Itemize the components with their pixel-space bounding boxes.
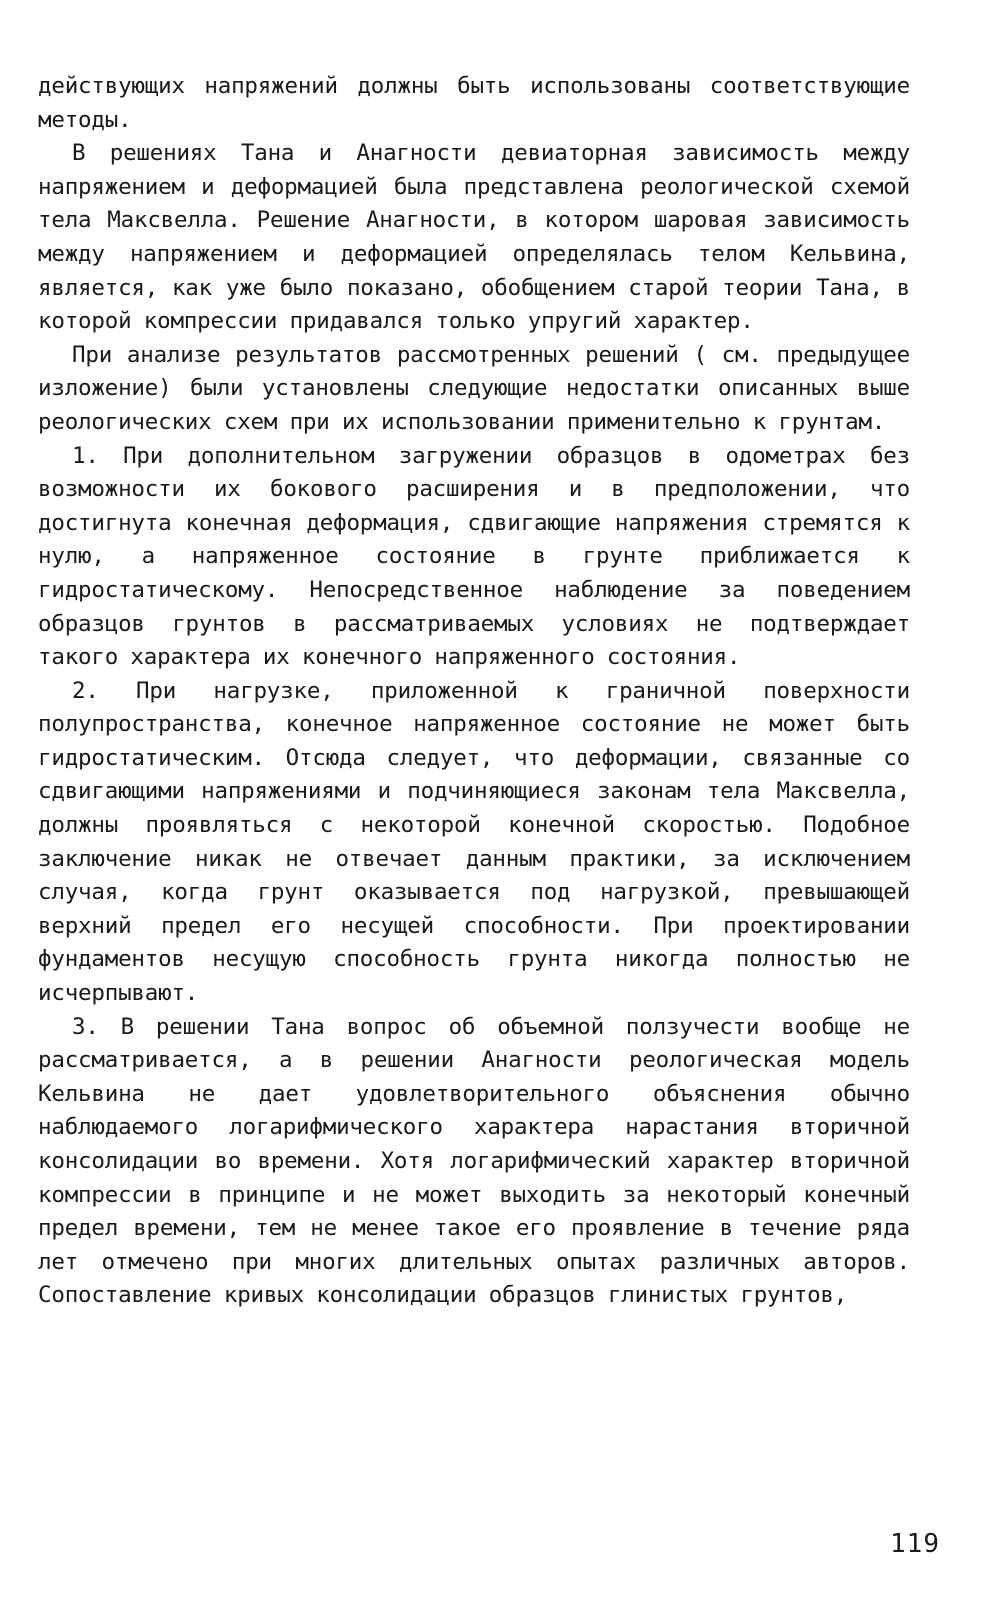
page-text-block [38,70,910,1510]
paragraph-item-2: 2. При нагрузке, приложенной к граничной поверхности полупространства, конечное напряженное состояние не может быть гидростатическим. Отсюда следует, что деформации, связанные со сдвигающими напряжениями и подчиняющиеся законам тела Максвелла, должны проявляться с некоторой конечной скоростью. Подобное заключение никак не отвечает данным практики, за исключением случая, когда грунт оказывается под нагрузкой, превышающей верхний предел его несущей способности. При проектировании фундаментов несущую способность грунта никогда полностью не исчерпывают. [38,677,910,1007]
paragraph-item-3: 3. В решении Тана вопрос об объемной ползучести вообще не рассматривается, а в решении Анагности реологическая модель Кельвина не дает удовлетворительного объяснения обычно наблюдаемого логарифмического характера нарастания вторичной консолидации во времени. Хотя логарифмический характер вторичной компрессии в принципе и не может выходить за некоторый конечный предел времени, тем не менее такое его проявление в течение ряда лет отмечено при многих длительных опытах различных авторов. Сопоставление кривых консолидации образцов глинистых грунтов, [38,1013,910,1309]
paragraph-continuation: действующих напряжений должны быть использованы соответствующие методы. [38,73,910,133]
paragraph-tan-anagnosti: В решениях Тана и Анагности девиаторная зависимость между напряжением и деформацией была представлена реологической схемой тела Максвелла. Решение Анагности, в котором шаровая зависимость между напряжением и деформацией определялась телом Кельвина, является, как уже было показано, обобщением старой теории Тана, в которой компрессии придавался только упругий характер. [38,140,910,335]
page-number: 119 [890,1529,940,1559]
paragraph-analysis: При анализе результатов рассмотренных решений ( см. предыдущее изложение) были установлены следующие недостатки описанных выше реологических схем при их использовании применительно к грунтам. [38,341,910,435]
paragraph-item-1: 1. При дополнительном загружении образцов в одометрах без возможности их бокового расширения и в предположении, что достигнута конечная деформация, сдвигающие напряжения стремятся к нулю, а напряженное состояние в грунте приближается к гидростатическому. Непосредственное наблюдение за поведением образцов грунтов в рассматриваемых условиях не подтверждает такого характера их конечного напряженного состояния. [38,442,910,671]
